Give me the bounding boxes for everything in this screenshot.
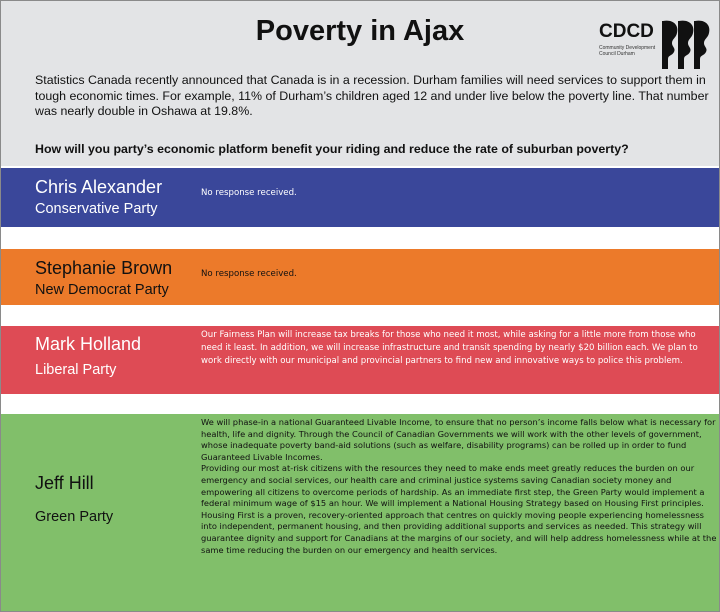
candidate-band-green [1, 414, 719, 611]
cdcd-logo [593, 19, 713, 69]
candidate-info [35, 176, 162, 218]
candidate-response [201, 417, 717, 556]
candidate-name: Stephanie Brown [35, 258, 173, 278]
candidate-party: Conservative Party [35, 201, 158, 217]
candidate-name: Chris Alexander [35, 177, 163, 197]
page-title: Poverty in Ajax [255, 15, 465, 47]
candidate-name: Mark Holland [35, 334, 142, 354]
candidate-response: No response received. [201, 188, 297, 198]
candidate-name: Jeff Hill [35, 473, 94, 493]
candidate-response: No response received. [201, 269, 297, 279]
candidate-band-liberal [1, 326, 719, 394]
candidate-info [35, 472, 113, 526]
intro-paragraph: Statistics Canada recently announced that Canada is in a recession. Durham families will need services to support them in tough economic times. For example, 11% of Durham’s children aged 12 and under live below the poverty line. That number was nearly double in Oshawa at 19.8%. [35, 73, 709, 118]
candidate-info [35, 333, 141, 379]
candidate-party: Green Party [35, 509, 114, 525]
header-section [1, 1, 719, 166]
candidate-response: Our Fairness Plan will increase tax breaks for those who need it most, while asking for a little more from those who need it least. In addition, we will increase infrastructure and transit spending by nearly $20 billion each. We plan to work directly with our municipal and provincial partners to find new and innovative ways to police this problem. [201, 330, 698, 366]
response-paragraph: Providing our most at-risk citizens with the resources they need to make ends meet greatly reduces the burden on our emergency and social services, our health care and criminal justice systems saving Canadian society money and empowering all citizens to overcome periods of hardship. As an immediate first step, the Green Party would implement a federal minimum wage of $15 an hour. We will implement a National Housing Strategy based on Housing First principles. Housing First is a proven, recovery-oriented approach that centres on quickly moving people experiencing homelessness into independent, permanent housing, and then providing additional supports and services as needed. This strategy will guarantee dignity and support for Canadians at the margins of our society, and will help address homelessness while at the same time reducing the burden on our emergency and health services. [201, 463, 717, 555]
candidate-band-ndp [1, 249, 719, 305]
response-paragraph: We will phase-in a national Guaranteed Livable Income, to ensure that no person’s income falls below what is necessary for health, life and dignity. Through the Council of Canadian Governments we will work with the other levels of government, whose inadequate poverty band-aid solutions (such as welfare, disability programs) can be rolled up in order to fund Guaranteed Livable Incomes. [201, 417, 716, 462]
candidate-party: New Democrat Party [35, 282, 169, 298]
candidate-band-conservative [1, 168, 719, 227]
faces-logo-icon [659, 19, 711, 71]
candidate-info [35, 257, 172, 299]
logo-subtitle: Community Development Council Durham [599, 45, 656, 57]
candidate-party: Liberal Party [35, 362, 117, 378]
logo-name: CDCD [599, 21, 654, 42]
survey-question: How will you party’s economic platform benefit your riding and reduce the rate of suburban poverty? [35, 142, 629, 156]
